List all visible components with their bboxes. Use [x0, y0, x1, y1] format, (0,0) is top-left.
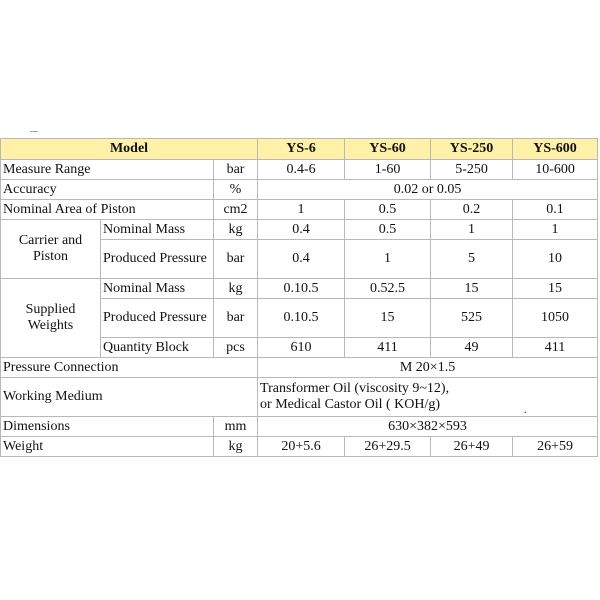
cell: 0.4	[258, 240, 345, 279]
label-dimensions: Dimensions	[1, 417, 214, 437]
stray-tick	[30, 131, 38, 132]
cell: 5-250	[431, 160, 513, 180]
cell: 0.4-6	[258, 160, 345, 180]
unit-nominal-area: cm2	[214, 200, 258, 220]
header-model-2: YS-60	[345, 139, 431, 160]
label-weight: Weight	[1, 437, 214, 457]
header-model: Model	[1, 139, 258, 160]
row-nominal-area	[1, 200, 598, 220]
label-accuracy: Accuracy	[1, 180, 214, 200]
header-model-3: YS-250	[431, 139, 513, 160]
label-measure-range: Measure Range	[1, 160, 214, 180]
cell: 0.2	[431, 200, 513, 220]
cell: 1	[258, 200, 345, 220]
unit-dimensions: mm	[214, 417, 258, 437]
cell: 1	[513, 220, 598, 240]
row-accuracy	[1, 180, 598, 200]
working-medium-line-2: or Medical Castor Oil ( KOH/g)	[260, 397, 441, 412]
spec-table-container	[0, 138, 600, 457]
cell: 0.02 or 0.05	[258, 180, 598, 200]
unit: kg	[214, 220, 258, 240]
header-model-4: YS-600	[513, 139, 598, 160]
unit-measure-range: bar	[214, 160, 258, 180]
cell: M 20×1.5	[258, 358, 598, 378]
cell: 26+49	[431, 437, 513, 457]
row-measure-range	[1, 160, 598, 180]
label-carrier-nominal-mass: Nominal Mass	[101, 220, 214, 240]
cell: 5	[431, 240, 513, 279]
cell: 49	[431, 338, 513, 358]
cell: 1	[345, 240, 431, 279]
unit-weight: kg	[214, 437, 258, 457]
cell: 411	[345, 338, 431, 358]
cell: 0.10.5	[258, 279, 345, 299]
label-carrier-produced-pressure: Produced Pressure	[101, 240, 214, 279]
label-nominal-area: Nominal Area of Piston	[1, 200, 214, 220]
cell: 1-60	[345, 160, 431, 180]
cell: 10	[513, 240, 598, 279]
unit-accuracy: %	[214, 180, 258, 200]
cell: 610	[258, 338, 345, 358]
cell: 26+29.5	[345, 437, 431, 457]
cell: 525	[431, 299, 513, 338]
cell: 0.52.5	[345, 279, 431, 299]
cell: 630×382×593	[258, 417, 598, 437]
row-weight	[1, 437, 598, 457]
spec-table	[0, 138, 598, 457]
cell: 0.5	[345, 220, 431, 240]
cell: 10-600	[513, 160, 598, 180]
cell: 20+5.6	[258, 437, 345, 457]
cell: 411	[513, 338, 598, 358]
row-working-medium	[1, 378, 598, 417]
cell: 1050	[513, 299, 598, 338]
working-medium-line-1: Transformer Oil (viscosity 9~12),	[260, 381, 450, 396]
cell: 26+59	[513, 437, 598, 457]
cell: 0.1	[513, 200, 598, 220]
row-supplied-nominal-mass	[1, 279, 598, 299]
cell: 1	[431, 220, 513, 240]
label-working-medium: Working Medium	[1, 378, 258, 417]
unit: bar	[214, 240, 258, 279]
unit: kg	[214, 279, 258, 299]
header-model-1: YS-6	[258, 139, 345, 160]
cell-working-medium	[258, 378, 598, 417]
cell: 0.5	[345, 200, 431, 220]
unit: bar	[214, 299, 258, 338]
label-supplied-produced-pressure: Produced Pressure	[101, 299, 214, 338]
cell: 0.10.5	[258, 299, 345, 338]
stray-mark: .	[524, 405, 527, 416]
row-pressure-connection	[1, 358, 598, 378]
label-supplied-nominal-mass: Nominal Mass	[101, 279, 214, 299]
unit: pcs	[214, 338, 258, 358]
row-carrier-nominal-mass	[1, 220, 598, 240]
group-supplied-weights: Supplied Weights	[1, 279, 101, 358]
cell: 15	[431, 279, 513, 299]
label-pressure-connection: Pressure Connection	[1, 358, 258, 378]
cell: 15	[513, 279, 598, 299]
cell: 15	[345, 299, 431, 338]
label-quantity-block: Quantity Block	[101, 338, 214, 358]
group-carrier-piston: Carrier and Piston	[1, 220, 101, 279]
cell: 0.4	[258, 220, 345, 240]
row-dimensions	[1, 417, 598, 437]
header-row	[1, 139, 598, 160]
